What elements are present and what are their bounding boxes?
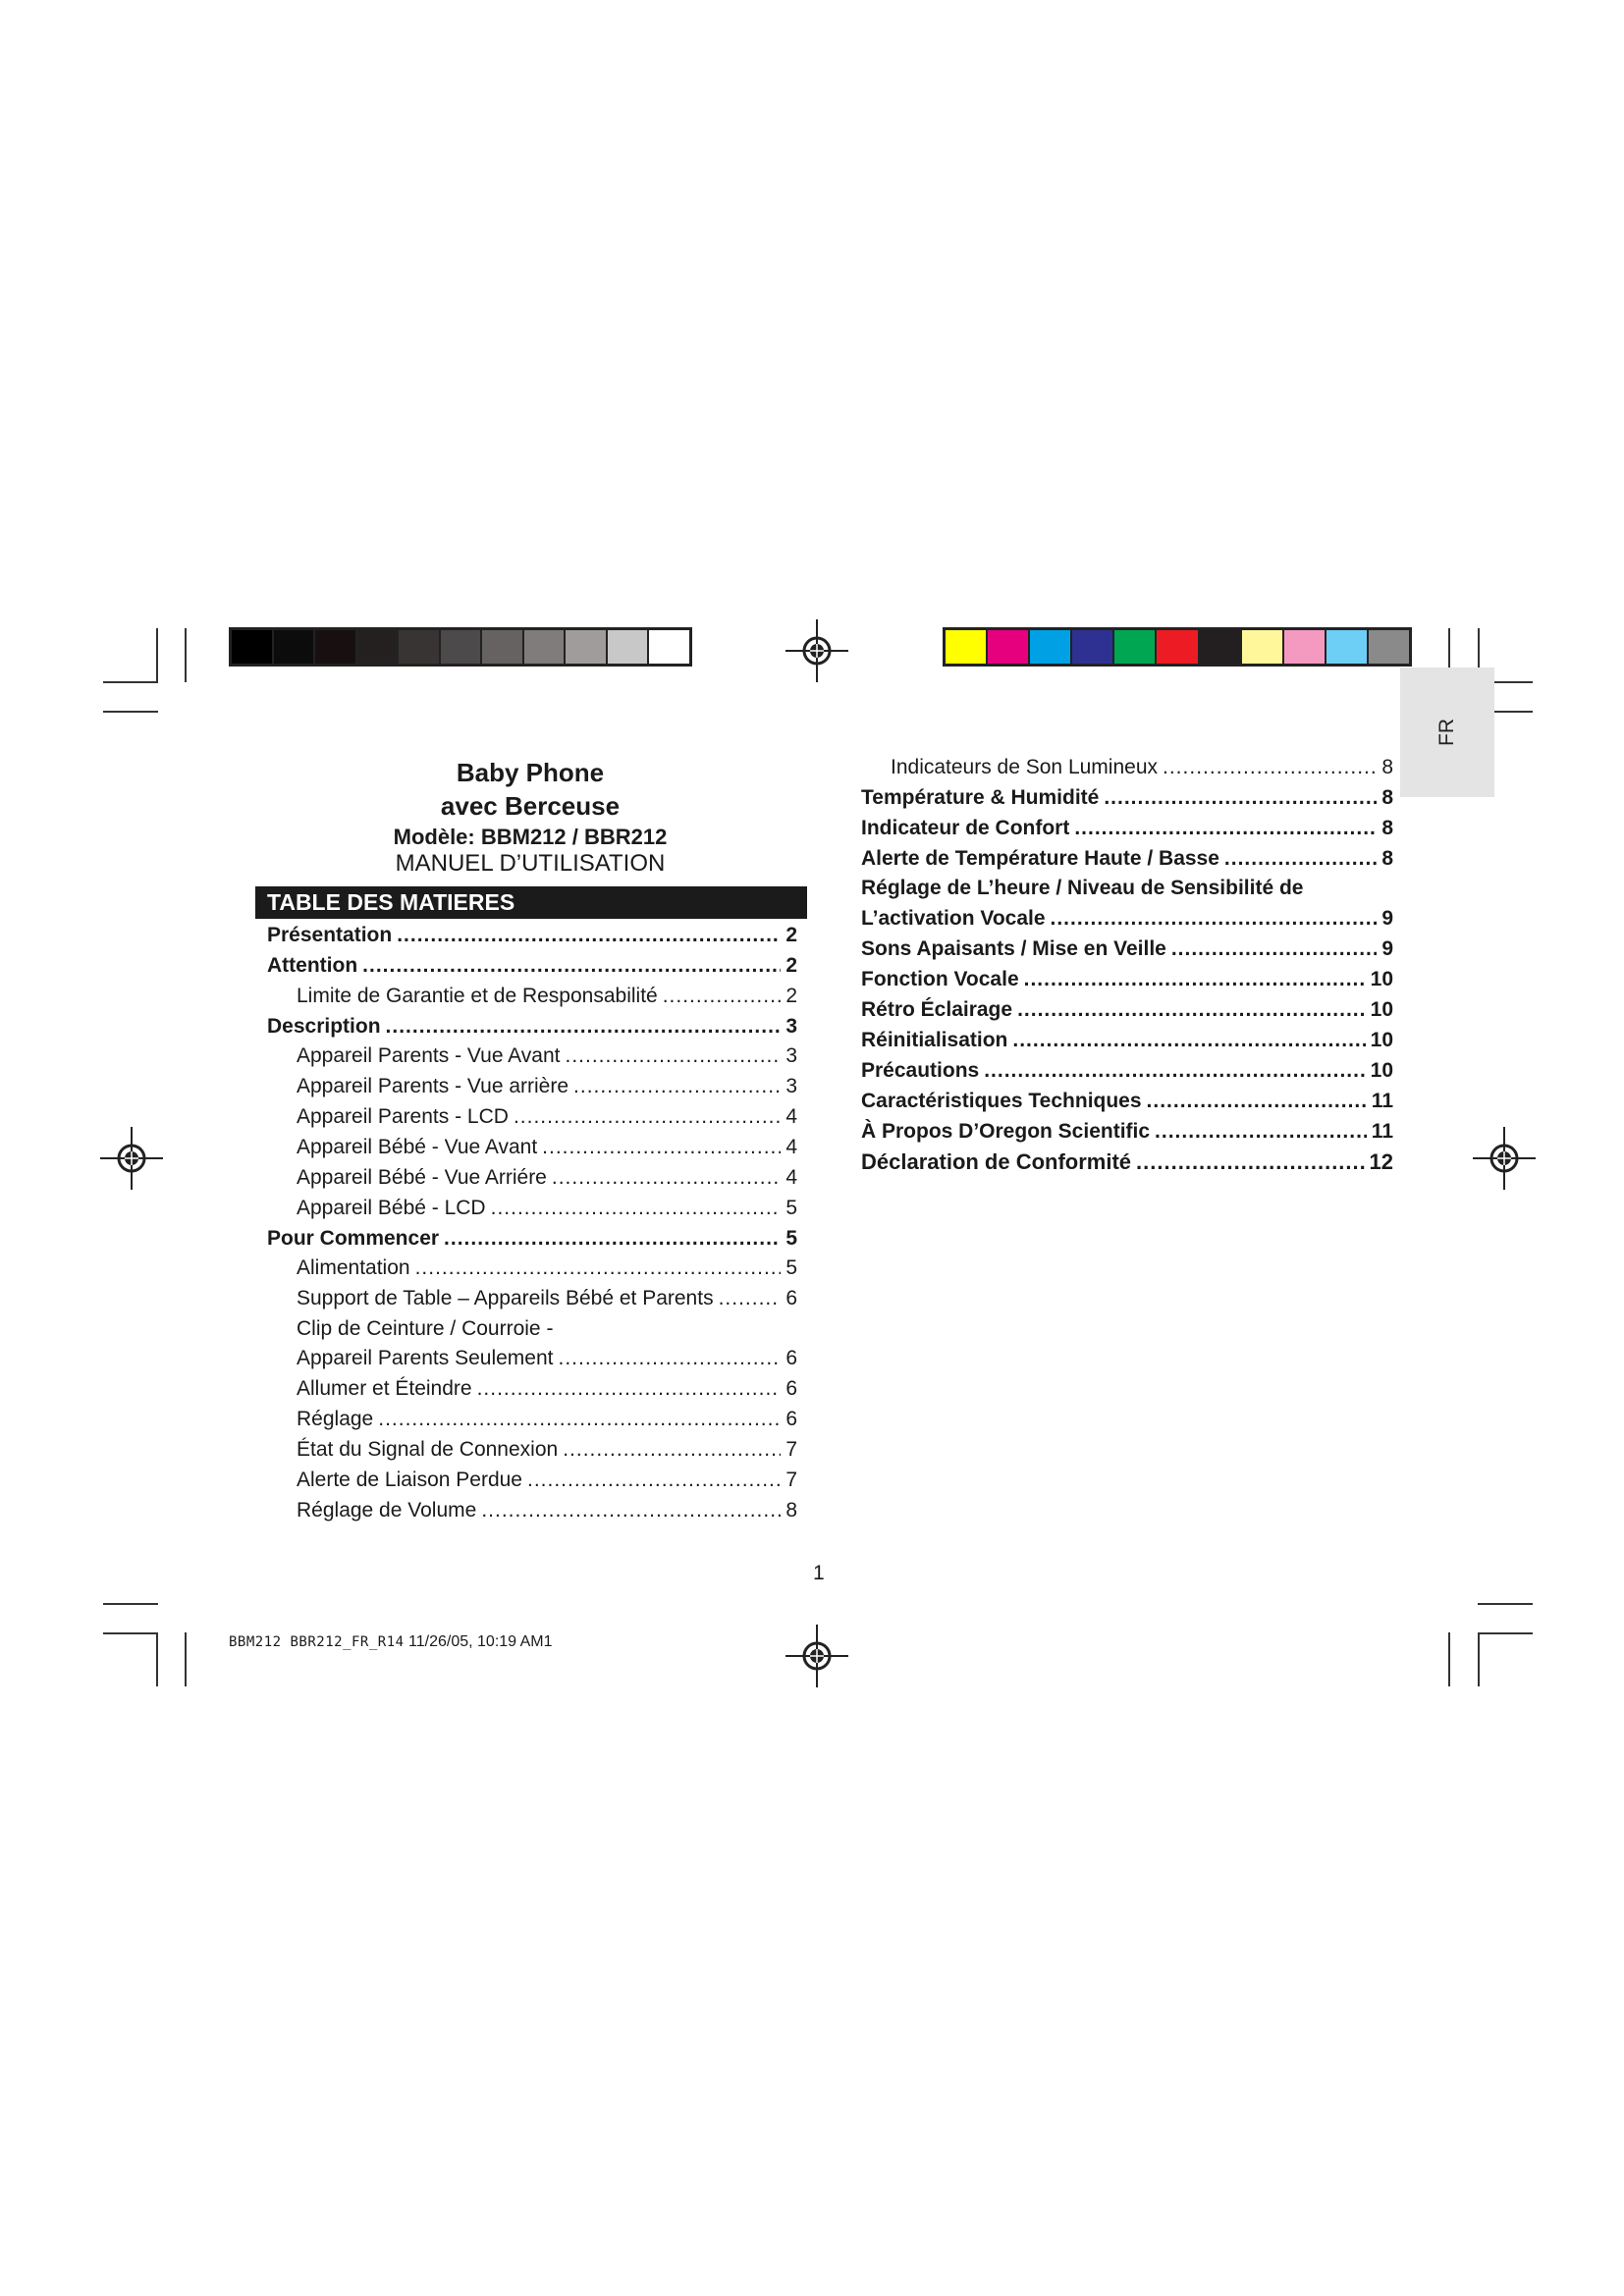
toc-entry-page: 4 [785,1105,797,1128]
toc-entry[interactable] [861,1059,1393,1089]
manual-label: MANUEL D’UTILISATION [395,850,666,877]
toc-entry-label: Appareil Bébé - LCD [297,1197,486,1219]
calibration-swatch [988,630,1030,664]
toc-entry[interactable] [297,1438,797,1468]
toc-leader-dots [527,1468,781,1492]
toc-entry[interactable] [861,968,1393,997]
toc-entry-label: Appareil Bébé - Vue Avant [297,1136,538,1158]
toc-entry-label: Allumer et Éteindre [297,1377,472,1400]
toc-entry-page: 3 [785,1044,797,1067]
toc-leader-dots [491,1197,782,1220]
toc-entry[interactable] [297,985,797,1014]
toc-entry-label: Rétro Éclairage [861,998,1013,1021]
toc-entry[interactable] [297,1468,797,1498]
calibration-swatch [441,630,483,664]
calibration-swatch [274,630,316,664]
language-tab [1400,667,1494,797]
toc-leader-dots [563,1438,781,1462]
calibration-swatch [232,630,274,664]
toc-entry-page: 11 [1371,1120,1393,1143]
toc-entry-page: 12 [1369,1149,1393,1174]
toc-entry-page: 4 [785,1136,797,1158]
toc-entry-label: Sons Apaisants / Mise en Veille [861,937,1166,960]
calibration-swatch [315,630,357,664]
toc-entry-label: Appareil Parents Seulement [297,1347,554,1369]
toc-entry-label: Température & Humidité [861,786,1100,809]
toc-entry[interactable] [297,1499,797,1528]
registration-mark-icon [100,1127,163,1190]
toc-entry[interactable] [861,817,1393,846]
toc-entry-page: 6 [785,1408,797,1430]
toc-entry-page: 10 [1370,1029,1393,1051]
toc-leader-dots [514,1105,781,1129]
toc-leader-dots [552,1166,781,1190]
toc-entry-page: 8 [785,1499,797,1522]
toc-entry-label: Description [267,1015,381,1038]
calibration-swatch [1326,630,1369,664]
toc-entry-page: 2 [785,985,797,1007]
toc-entry[interactable] [267,924,797,953]
toc-entry-label: Alimentation [297,1256,410,1279]
calibration-swatch [1369,630,1409,664]
registration-mark-icon [785,1625,848,1687]
toc-leader-dots [397,924,781,947]
calibration-swatch [649,630,689,664]
calibration-swatch [399,630,441,664]
color-calibration-bar [943,627,1412,667]
toc-entry[interactable] [861,1029,1393,1058]
toc-entry-label: Limite de Garantie et de Responsabilité [297,985,658,1007]
calibration-swatch [608,630,650,664]
toc-entry: Clip de Ceinture / Courroie - [297,1317,554,1340]
toc-entry-page: 10 [1370,1059,1393,1082]
calibration-swatch [1200,630,1242,664]
calibration-swatch [1157,630,1199,664]
toc-entry-label: Précautions [861,1059,980,1082]
toc-entry[interactable] [297,1256,797,1286]
toc-entry-page: 7 [785,1468,797,1491]
calibration-swatch [946,630,988,664]
toc-entry-page: 9 [1381,907,1393,930]
toc-leader-dots [1104,786,1377,810]
toc-entry-label: Alerte de Liaison Perdue [297,1468,522,1491]
model-number: Modèle: BBM212 / BBR212 [393,825,668,849]
toc-entry-label: Présentation [267,924,393,946]
language-tab-label: FR [1435,719,1458,746]
toc-leader-dots [573,1075,781,1098]
toc-entry-label: Attention [267,954,358,977]
calibration-swatch [1072,630,1114,664]
toc-leader-dots [1136,1149,1364,1175]
calibration-swatch [566,630,608,664]
toc-entry-page: 5 [785,1227,797,1250]
toc-entry-page: 4 [785,1166,797,1189]
toc-leader-dots [477,1377,782,1401]
toc-leader-dots [444,1227,781,1251]
toc-entry[interactable] [267,1015,797,1044]
toc-entry-page: 8 [1381,756,1393,778]
toc-entry[interactable] [297,1105,797,1135]
toc-leader-dots [386,1015,782,1039]
toc-entry-label: Déclaration de Conformité [861,1149,1132,1174]
toc-heading-bar [255,886,807,919]
grayscale-calibration-bar [229,627,692,667]
toc-entry[interactable] [861,1090,1393,1119]
toc-entry-page: 2 [785,954,797,977]
toc-entry-label: Pour Commencer [267,1227,440,1250]
toc-entry[interactable] [861,937,1393,967]
calibration-swatch [1114,630,1157,664]
toc-entry[interactable] [297,1287,797,1316]
toc-entry-page: 8 [1381,786,1393,809]
toc-entry-page: 7 [785,1438,797,1461]
toc-entry-label: Réglage de Volume [297,1499,477,1522]
toc-leader-dots [1024,968,1366,991]
toc-leader-dots [1155,1120,1367,1144]
calibration-swatch [524,630,567,664]
toc-entry[interactable] [297,1075,797,1104]
toc-entry-label: À Propos D’Oregon Scientific [861,1120,1151,1143]
toc-entry[interactable] [861,1149,1393,1179]
toc-leader-dots [1012,1029,1365,1052]
toc-leader-dots [1147,1090,1367,1113]
toc-entry-label: Indicateur de Confort [861,817,1070,839]
toc-entry[interactable] [861,998,1393,1028]
toc-entry-page: 9 [1381,937,1393,960]
toc-entry-page: 2 [785,924,797,946]
toc-leader-dots [1051,907,1378,931]
toc-entry-page: 5 [785,1197,797,1219]
registration-mark-icon [1473,1127,1536,1190]
toc-entry-label: Réglage [297,1408,374,1430]
toc-entry[interactable] [861,786,1393,816]
toc-entry[interactable] [267,954,797,984]
toc-entry[interactable] [297,1166,797,1196]
toc-entry-label: Réinitialisation [861,1029,1008,1051]
toc-entry-label: Appareil Parents - LCD [297,1105,509,1128]
toc-entry-page: 6 [785,1377,797,1400]
toc-entry-page: 6 [785,1287,797,1309]
calibration-swatch [1284,630,1326,664]
toc-leader-dots [415,1256,782,1280]
toc-entry[interactable] [861,1120,1393,1149]
toc-leader-dots [663,985,782,1008]
toc-leader-dots [559,1347,782,1370]
calibration-swatch [1242,630,1284,664]
toc-leader-dots [378,1408,781,1431]
toc-entry-label: Support de Table – Appareils Bébé et Parents [297,1287,714,1309]
toc-entry-label: Appareil Parents - Vue Avant [297,1044,561,1067]
toc-entry[interactable] [297,1347,797,1376]
toc-entry[interactable] [297,1136,797,1165]
toc-leader-dots [1074,817,1377,840]
toc-entry-label: Caractéristiques Techniques [861,1090,1142,1112]
toc-leader-dots [1171,937,1377,961]
calibration-swatch [1030,630,1072,664]
footer-timestamp: 11/26/05, 10:19 AM1 [408,1633,553,1650]
toc-entry-page: 10 [1370,968,1393,990]
registration-mark-icon [785,619,848,682]
toc-entry-label: État du Signal de Connexion [297,1438,559,1461]
document-subtitle: avec Berceuse [440,791,621,821]
toc-entry-page: 8 [1381,817,1393,839]
toc-entry-page: 3 [785,1075,797,1097]
toc-entry-label: Indicateurs de Son Lumineux [891,756,1159,778]
toc-leader-dots [1017,998,1366,1022]
toc-entry[interactable] [861,907,1393,936]
toc-entry-page: 11 [1371,1090,1393,1112]
toc-leader-dots [719,1287,782,1310]
toc-entry[interactable] [861,847,1393,877]
toc-entry-label: Appareil Parents - Vue arrière [297,1075,569,1097]
toc-heading: TABLE DES MATIERES [267,889,515,915]
toc-entry[interactable] [297,1044,797,1074]
toc-entry-page: 10 [1370,998,1393,1021]
toc-leader-dots [481,1499,781,1522]
toc-entry[interactable] [267,1227,797,1256]
toc-leader-dots [984,1059,1365,1083]
toc-entry-page: 8 [1381,847,1393,870]
toc-entry[interactable] [891,756,1393,785]
footer-filename: BBM212 BBR212_FR_R14 [229,1634,405,1650]
toc-entry-label: Appareil Bébé - Vue Arriére [297,1166,547,1189]
toc-leader-dots [566,1044,782,1068]
calibration-swatch [482,630,524,664]
toc-entry[interactable] [297,1197,797,1226]
page-number: 1 [813,1562,825,1584]
toc-entry-page: 5 [785,1256,797,1279]
toc-entry-page: 6 [785,1347,797,1369]
toc-entry[interactable] [297,1377,797,1407]
toc-leader-dots [362,954,781,978]
toc-entry-page: 3 [785,1015,797,1038]
toc-leader-dots [1224,847,1377,871]
calibration-swatch [357,630,400,664]
toc-leader-dots [542,1136,781,1159]
toc-entry-label: L’activation Vocale [861,907,1046,930]
toc-entry-label: Fonction Vocale [861,968,1019,990]
toc-entry: Réglage de L’heure / Niveau de Sensibilité de [861,877,1304,899]
print-footer [229,1633,553,1651]
document-title: Baby Phone [456,758,605,787]
toc-leader-dots [1163,756,1377,779]
toc-entry[interactable] [297,1408,797,1437]
toc-entry-label: Alerte de Température Haute / Basse [861,847,1219,870]
